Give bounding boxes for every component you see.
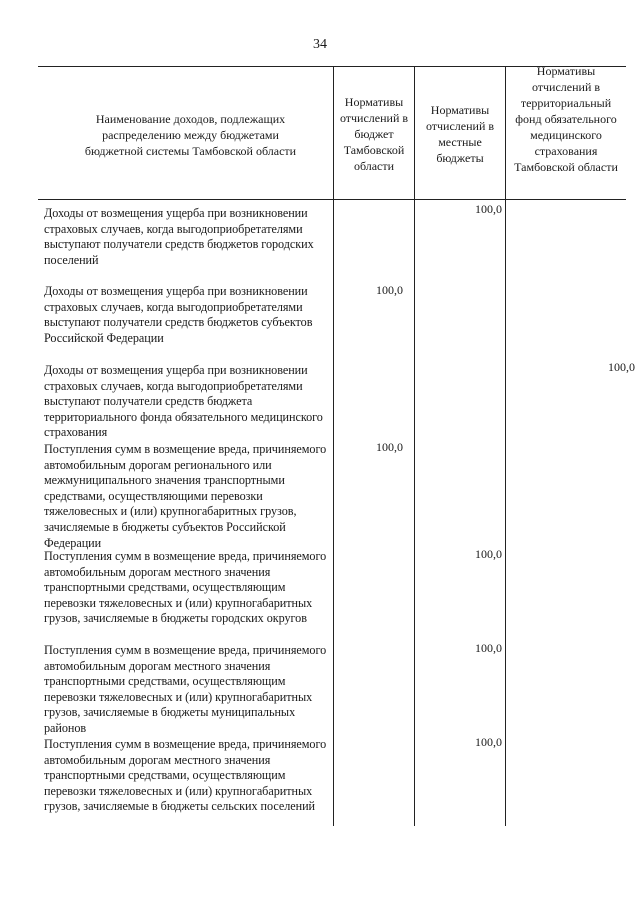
row-local-value: 100,0 <box>475 641 502 655</box>
column-divider-3 <box>505 66 506 826</box>
row-name: Поступления сумм в возмещение вреда, причиняемого автомобильным дорогам местного значения транспортными средствами, осуществляющим перевозки тяжеловесных и (или) крупногабаритных грузов, зачисляемые в бюджеты сельских поселений <box>44 737 327 814</box>
header-bottom-rule <box>38 199 626 200</box>
row-local-value: 100,0 <box>475 735 502 749</box>
row-fund-value: 100,0 <box>608 360 635 374</box>
row-name: Доходы от возмещения ущерба при возникновении страховых случаев, когда выгодоприобретателями выступают получатели средств бюджета территориального фонда обязательного медицинского страхования <box>44 363 323 440</box>
header-fund: Нормативы отчислений в территориальный фонд обязательного медицинского страхования Тамбовской области <box>514 64 618 174</box>
column-divider-2 <box>414 66 415 826</box>
page-number: 34 <box>313 37 327 52</box>
row-name: Поступления сумм в возмещение вреда, причиняемого автомобильным дорогам местного значения транспортными средствами, осуществляющим перевозки тяжеловесных и (или) крупногабаритных грузов, зачисляемые в бюджеты муниципальных районов <box>44 643 327 735</box>
row-local-value: 100,0 <box>475 547 502 561</box>
row-regional-value: 100,0 <box>376 440 403 454</box>
row-local-value: 100,0 <box>475 202 502 216</box>
row-name: Поступления сумм в возмещение вреда, причиняемого автомобильным дорогам регионального или межмуниципального значения транспортными средствами, осуществляющими перевозки тяжеловесных и (или) крупногабаритных грузов, зачисляемые в бюджеты субъектов Российской Федерации <box>44 442 327 550</box>
row-regional-value: 100,0 <box>376 283 403 297</box>
header-local: Нормативы отчислений в местные бюджеты <box>425 103 495 165</box>
row-name: Поступления сумм в возмещение вреда, причиняемого автомобильным дорогам местного значения транспортными средствами, осуществляющим перевозки тяжеловесных и (или) крупногабаритных грузов, зачисляемые в бюджеты городских округов <box>44 549 327 626</box>
header-regional: Нормативы отчислений в бюджет Тамбовской области <box>339 95 409 173</box>
header-name: Наименование доходов, подлежащих распределению между бюджетами бюджетной системы Тамбовской области <box>84 112 297 158</box>
row-name: Доходы от возмещения ущерба при возникновении страховых случаев, когда выгодоприобретателями выступают получатели средств бюджетов субъектов Российской Федерации <box>44 284 313 345</box>
row-name: Доходы от возмещения ущерба при возникновении страховых случаев, когда выгодоприобретателями выступают получатели средств бюджетов городских поселений <box>44 206 314 267</box>
